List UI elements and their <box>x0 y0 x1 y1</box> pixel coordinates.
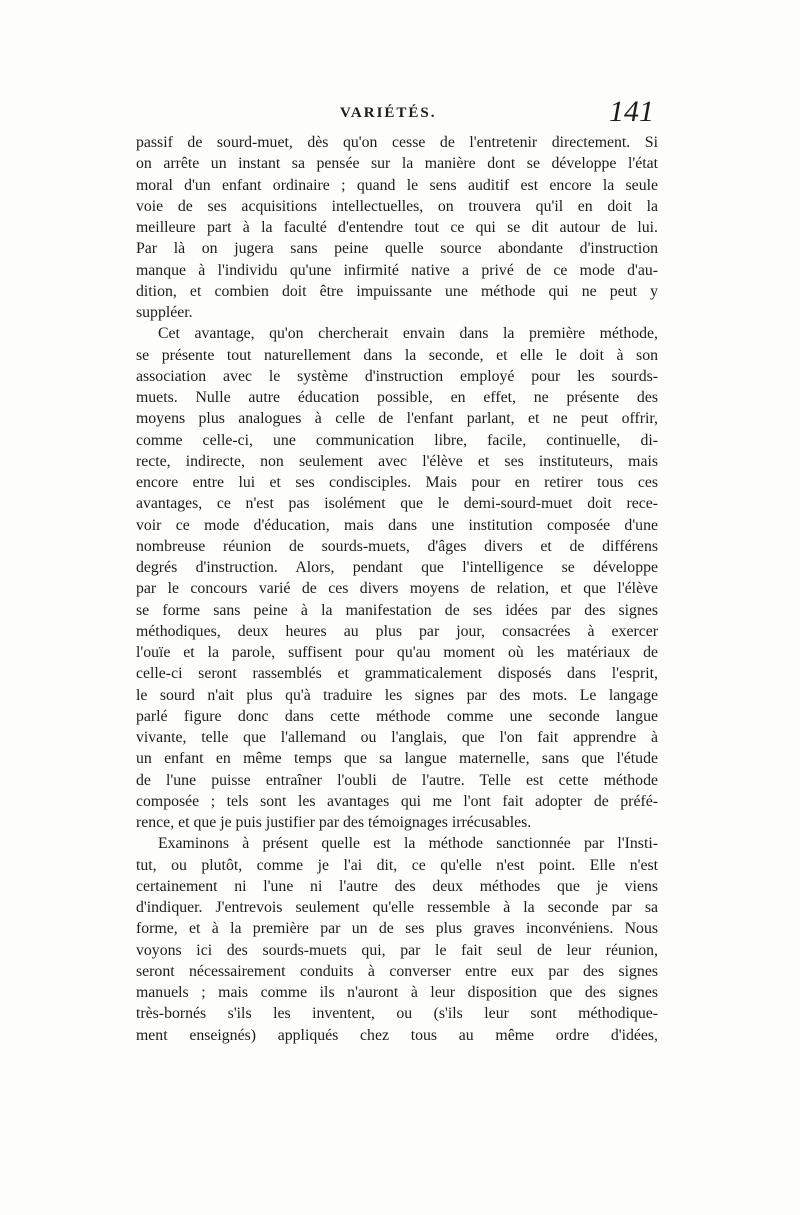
text-line: seront nécessairement conduits à converser entre eux par des signes <box>136 962 658 980</box>
text-line: se forme sans peine à la manifestation de ses idées par des signes <box>136 601 658 619</box>
text-line: recte, indirecte, non seulement avec l'élève et ses instituteurs, mais <box>136 452 658 470</box>
text-line: voyons ici des sourds-muets qui, par le fait seul de leur réunion, <box>136 941 658 959</box>
text-line: par le concours varié de ces divers moyens de relation, et que l'élève <box>136 580 658 598</box>
text-line: très-bornés s'ils les inventent, ou (s'ils leur sont méthodique- <box>136 1005 658 1023</box>
text-line: forme, et à la première par un de ses plus graves inconvéniens. Nous <box>136 920 658 938</box>
text-line: celle-ci seront rassemblés et grammaticalement disposés dans l'esprit, <box>136 665 658 683</box>
text-line: muets. Nulle autre éducation possible, en effet, ne présente des <box>136 389 658 406</box>
paragraph-end-line: rence, et que je puis justifier par des témoignages irrécusables. <box>136 814 532 831</box>
text-line: d'indiquer. J'entrevois seulement qu'elle ressemble à la seconde par sa <box>136 899 658 916</box>
running-title: VARIÉTÉS. <box>340 105 437 121</box>
text-line: encore entre lui et ses condisciples. Mais pour en retirer tous ces <box>136 474 658 491</box>
paragraph-start-line: Cet avantage, qu'on chercherait envain dans la première méthode, <box>158 325 658 343</box>
text-line: de l'une puisse entraîner l'oubli de l'autre. Telle est cette méthode <box>136 771 658 789</box>
text-line: certainement ni l'une ni l'autre des deux méthodes que je viens <box>136 877 658 895</box>
text-line: vivante, telle que l'allemand ou l'anglais, que l'on fait apprendre à <box>136 729 658 746</box>
text-line: ment enseignés) appliqués chez tous au même ordre d'idées, <box>136 1026 658 1044</box>
text-line: voir ce mode d'éducation, mais dans une institution composée d'une <box>136 516 658 534</box>
text-line: tut, ou plutôt, comme je l'ai dit, ce qu'elle n'est point. Elle n'est <box>136 856 658 874</box>
text-line: un enfant en même temps que sa langue maternelle, sans que l'étude <box>136 750 658 768</box>
text-line: passif de sourd-muet, dès qu'on cesse de l'entretenir directement. Si <box>136 134 658 151</box>
text-line: manque à l'individu qu'une infirmité native a privé de ce mode d'au- <box>136 261 658 279</box>
text-line: nombreuse réunion de sourds-muets, d'âges divers et de différens <box>136 537 658 555</box>
text-line: association avec le système d'instruction employé pour les sourds- <box>136 367 658 385</box>
text-line: manuels ; mais comme ils n'auront à leur disposition que des signes <box>136 984 658 1001</box>
paragraph-end-line: suppléer. <box>136 304 193 321</box>
running-head <box>138 95 658 131</box>
text-line: comme celle-ci, une communication libre, facile, continuelle, di- <box>136 431 658 449</box>
text-line: se présente tout naturellement dans la seconde, et elle le doit à son <box>136 346 658 364</box>
text-line: parlé figure donc dans cette méthode comme une seconde langue <box>136 707 658 725</box>
text-line: l'ouïe et la parole, suffisent pour qu'au moment où les matériaux de <box>136 644 658 661</box>
text-line: meilleure part à la faculté d'entendre tout ce qui se dit autour de lui. <box>136 219 658 236</box>
text-line: degrés d'instruction. Alors, pendant que l'intelligence se développe <box>136 559 658 576</box>
text-line: voie de ses acquisitions intellectuelles, on trouvera qu'il en doit la <box>136 197 658 215</box>
paragraph-start-line: Examinons à présent quelle est la méthode sanctionnée par l'Insti- <box>158 835 658 853</box>
text-line: méthodiques, deux heures au plus par jour, consacrées à exercer <box>136 622 658 640</box>
text-line: moral d'un enfant ordinaire ; quand le sens auditif est encore la seule <box>136 176 658 194</box>
page-number: 141 <box>609 95 654 128</box>
text-line: composée ; tels sont les avantages qui me l'ont fait adopter de préfé- <box>136 792 658 810</box>
body-text <box>136 132 658 1046</box>
text-line: Par là on jugera sans peine quelle source abondante d'instruction <box>136 240 658 258</box>
text-line: avantages, ce n'est pas isolément que le demi-sourd-muet doit rece- <box>136 495 658 513</box>
text-line: moyens plus analogues à celle de l'enfant parlant, et ne peut offrir, <box>136 410 658 428</box>
text-line: dition, et combien doit être impuissante une méthode qui ne peut y <box>136 282 658 300</box>
text-line: on arrête un instant sa pensée sur la manière dont se développe l'état <box>136 155 658 173</box>
text-line: le sourd n'ait plus qu'à traduire les signes par des mots. Le langage <box>136 686 658 704</box>
